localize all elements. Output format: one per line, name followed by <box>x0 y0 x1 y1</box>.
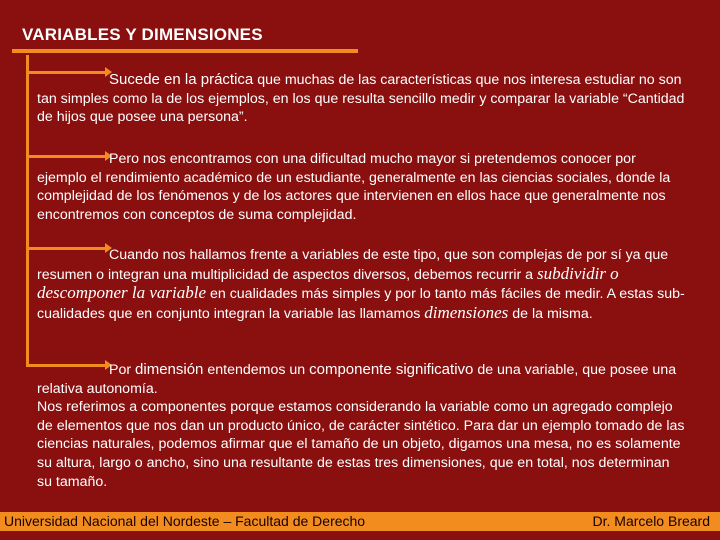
paragraph-1-text: que muchas de las características que nos interesa estudiar no son tan simples como la de los ejemplos, en los que resulta sencillo medir y comparar la variable “Cantidad de hijos que posee una persona”. <box>37 72 685 126</box>
paragraph-3-text-2: en cualidades más simples y por lo tanto más fáciles de medir. A estas sub-cualidades que en conjunto integran la variable las llamamos <box>37 286 685 322</box>
paragraph-4-text-1: Por <box>109 362 136 378</box>
paragraph-4-strong-1: dimensión <box>135 361 204 378</box>
footer-bar <box>0 512 720 531</box>
footer-institution: Universidad Nacional del Nordeste – Facultad de Derecho <box>4 513 366 529</box>
paragraph-4-text-3: de una variable, que posee una relativa autonomía. <box>37 362 677 397</box>
bracket-line <box>26 55 29 367</box>
slide-title: VARIABLES Y DIMENSIONES <box>22 25 263 44</box>
paragraph-3-text-3: de la misma. <box>508 305 593 322</box>
footer-author: Dr. Marcelo Breard <box>592 513 710 529</box>
paragraph-3 <box>37 246 687 323</box>
paragraph-2 <box>37 150 687 224</box>
paragraph-4-text-4: Nos referimos a componentes porque estamos considerando la variable como un agregado complejo de elementos que nos dan un producto único, de carácter sintético. Para dar un ejemplo tomado de las ciencias naturales, podemos afirmar que el tamaño de un objeto, digamos una mesa, no es solamente su altura, largo o ancho, sino una resultante de estas tres dimensiones, que en total, nos determinan su tamaño. <box>37 399 685 490</box>
paragraph-1 <box>37 71 687 127</box>
paragraph-3-text-1: Cuando nos hallamos frente a variables de este tipo, que son complejas de por sí ya que resumen o integran una multiplicidad de aspectos diversos, debemos recurrir a <box>37 247 669 283</box>
paragraph-1-lead: Sucede en la práctica <box>109 71 254 88</box>
title-underline <box>12 49 358 53</box>
paragraph-4 <box>37 361 687 491</box>
paragraph-3-emphasis-2: dimensiones <box>424 302 509 322</box>
paragraph-4-strong-2: componente significativo <box>309 361 474 378</box>
paragraph-2-text: Pero nos encontramos con una dificultad mucho mayor si pretendemos conocer por ejemplo el rendimiento académico de un estudiante, generalmente en las ciencias sociales, donde la complejidad de los fenómenos y de los actores que intervienen en ellos hace que generalmente nos encontremos con conceptos de suma complejidad. <box>37 151 671 223</box>
paragraph-4-text-2: entendemos un <box>203 362 310 378</box>
paragraph-3-emphasis-1: subdividir o descomponer la variable <box>37 263 619 303</box>
